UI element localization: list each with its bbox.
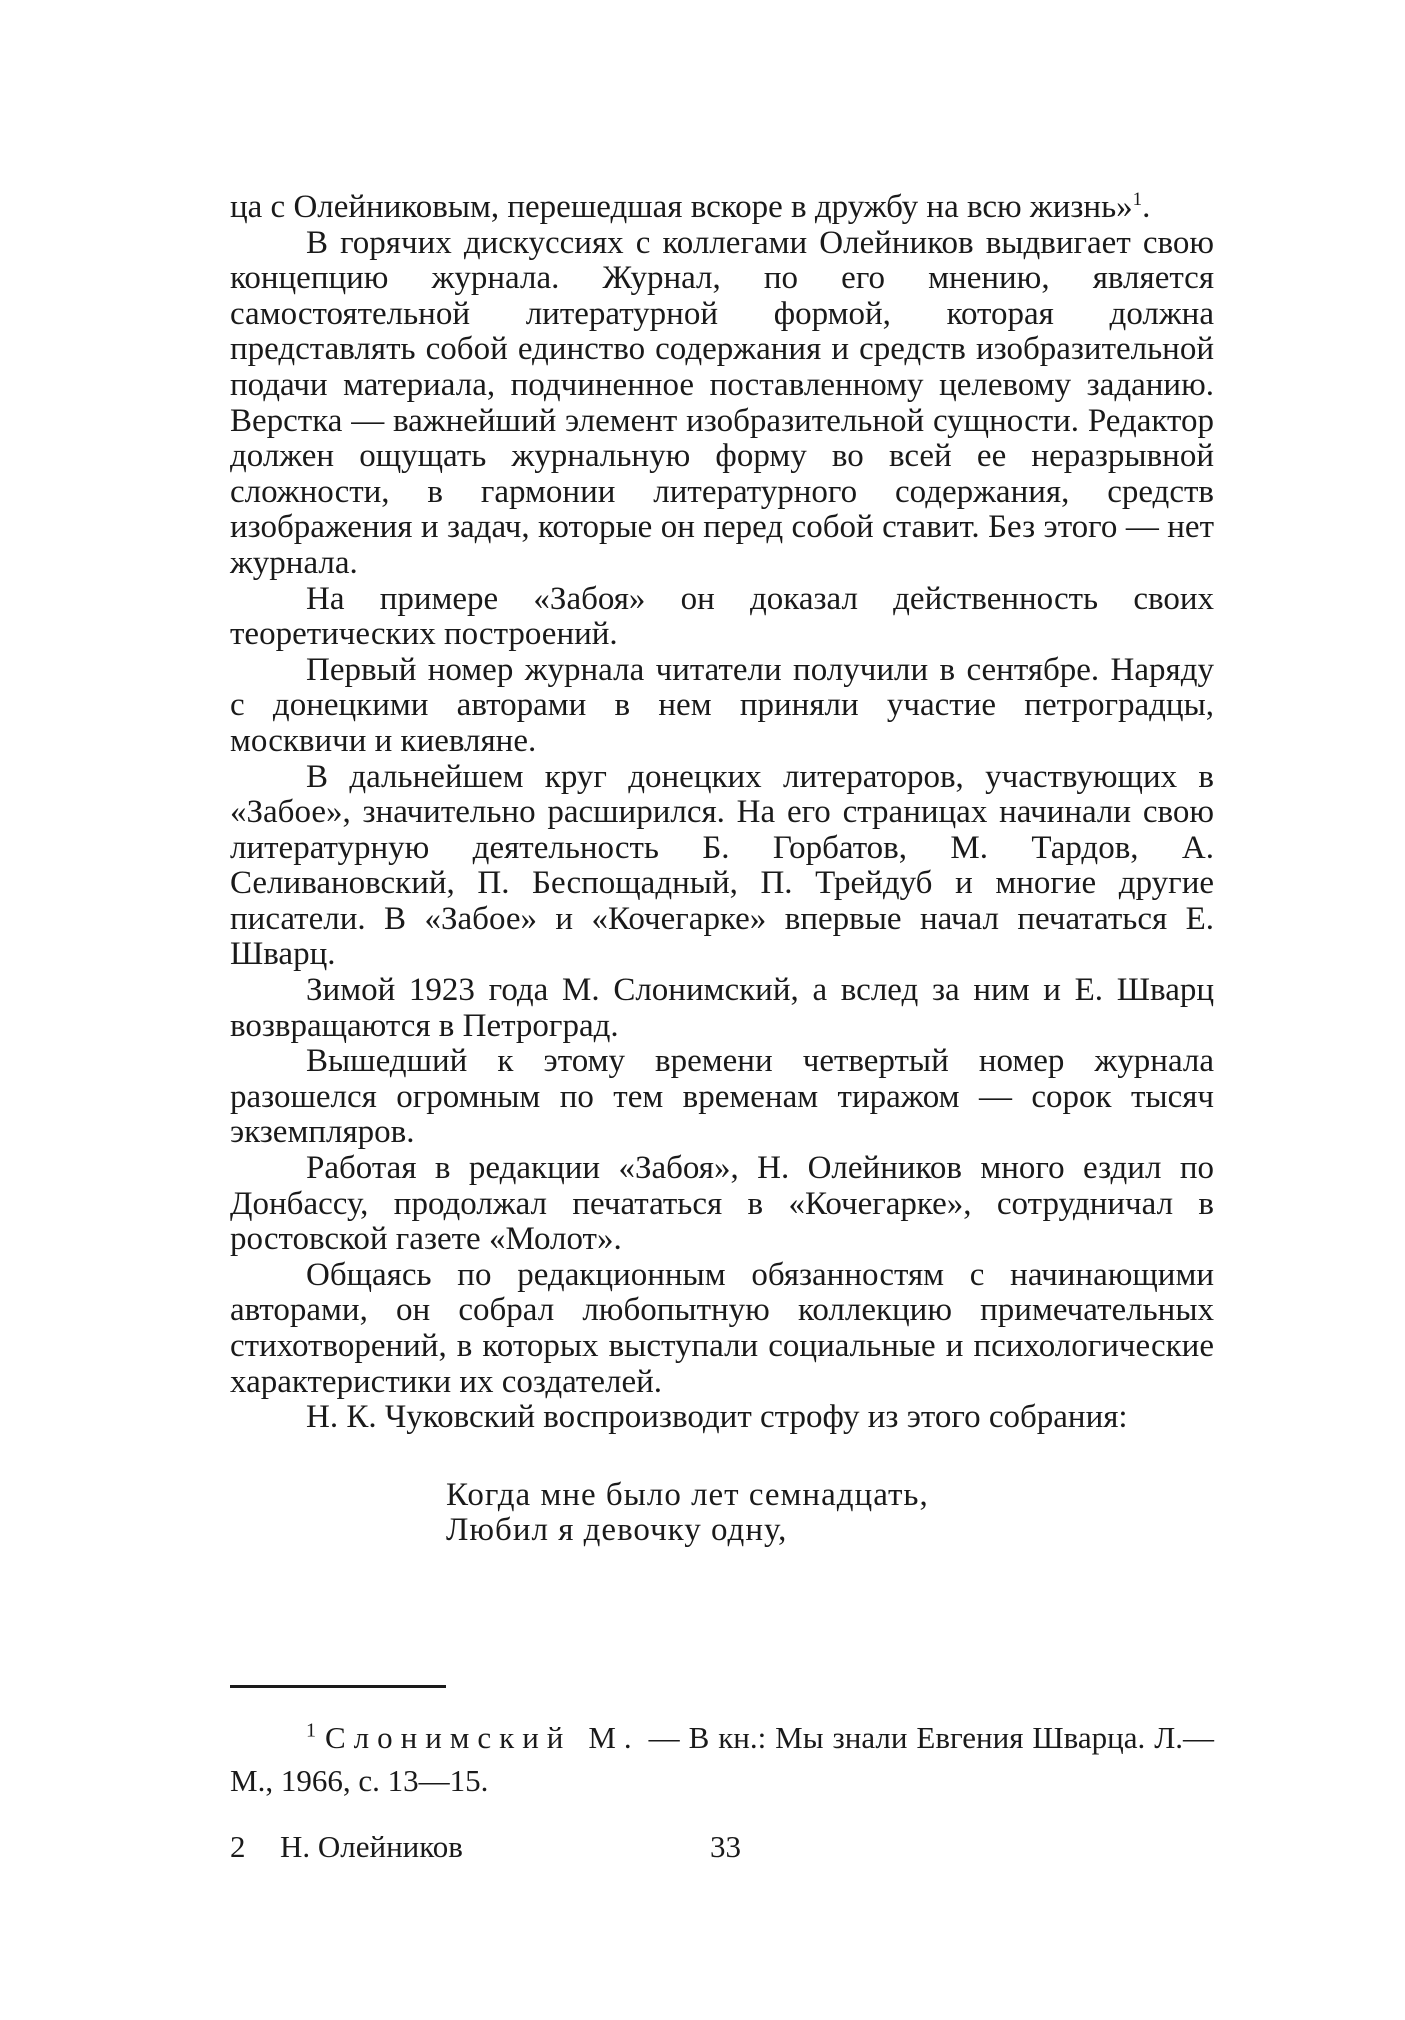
signature-number: 2 (230, 1829, 246, 1864)
signature-title: Н. Олейников (280, 1829, 463, 1864)
footnote-text: — В кн.: Мы знали Евгения Шварца. Л.—М., 1966, с. 13—15. (230, 1720, 1214, 1798)
page-footer (230, 1829, 1214, 1869)
footnote (230, 1716, 1214, 1802)
paragraph-6: Зимой 1923 года М. Слонимский, а вслед за ним и Е. Шварц возвращаются в Петроград. (230, 972, 1214, 1044)
poem-line-1: Когда мне было лет семнадцать, (446, 1476, 929, 1513)
paragraph-end-punctuation: . (1142, 189, 1151, 225)
paragraph-5: В дальнейшем круг донецких литераторов, участвующих в «Забое», значительно расширился. На его страницах начинали свою литературную деятельность Б. Горбатов, М. Тардов, А. Селивановский, П. Беспощадный, П. Трейдуб и многие другие писатели. В «Забое» и «Кочегарке» впервые начал печататься Е. Шварц. (230, 758, 1214, 973)
paragraph-text: ца с Олейниковым, перешедшая вскоре в дружбу на всю жизнь» (230, 189, 1133, 225)
page-body (230, 190, 1214, 1549)
main-text (230, 190, 1214, 1436)
poem-quote (446, 1478, 1214, 1549)
page-number: 33 (710, 1829, 741, 1864)
footnote-divider (230, 1685, 446, 1688)
poem-line-2: Любил я девочку одну, (446, 1512, 788, 1549)
paragraph-7: Вышедший к этому времени четвертый номер журнала разошелся огромным по тем временам тиражом — сорок тысяч экземпляров. (230, 1043, 1214, 1151)
paragraph-3: На примере «Забоя» он доказал действенность своих теоретических построений. (230, 580, 1214, 653)
paragraph-2: В горячих дискуссиях с коллегами Олейников выдвигает свою концепцию журнала. Журнал, по его мнению, является самостоятельной литературной формой, которая должна представлять собой единство содержания и средств изобразительной подачи материала, подчиненное поставленному целевому заданию. Верстка — важнейший элемент изобразительной сущности. Редактор должен ощущать журнальную форму во всей ее неразрывной сложности, в гармонии литературного содержания, средств изображения и задач, которые он перед собой ставит. Без этого — нет журнала. (230, 224, 1214, 581)
paragraph-1 (230, 190, 1214, 226)
paragraph-9: Общаясь по редакционным обязанностям с начинающими авторами, он собрал любопытную коллекцию примечательных стихотворений, в которых выступали социальные и психологические характеристики их создателей. (230, 1256, 1214, 1400)
paragraph-4: Первый номер журнала читатели получили в сентябре. Наряду с донецкими авторами в нем приняли участие петроградцы, москвичи и киевляне. (230, 651, 1214, 759)
paragraph-10: Н. К. Чуковский воспроизводит строфу из этого собрания: (306, 1399, 1128, 1436)
footnote-reference[interactable]: 1 (1132, 189, 1143, 210)
footnote-marker: 1 (306, 1719, 316, 1742)
footnote-author: Слонимский М. (324, 1720, 640, 1755)
paragraph-8: Работая в редакции «Забоя», Н. Олейников много ездил по Донбассу, продолжал печататься в «Кочегарке», сотрудничал в ростовской газете «Молот». (230, 1150, 1214, 1258)
